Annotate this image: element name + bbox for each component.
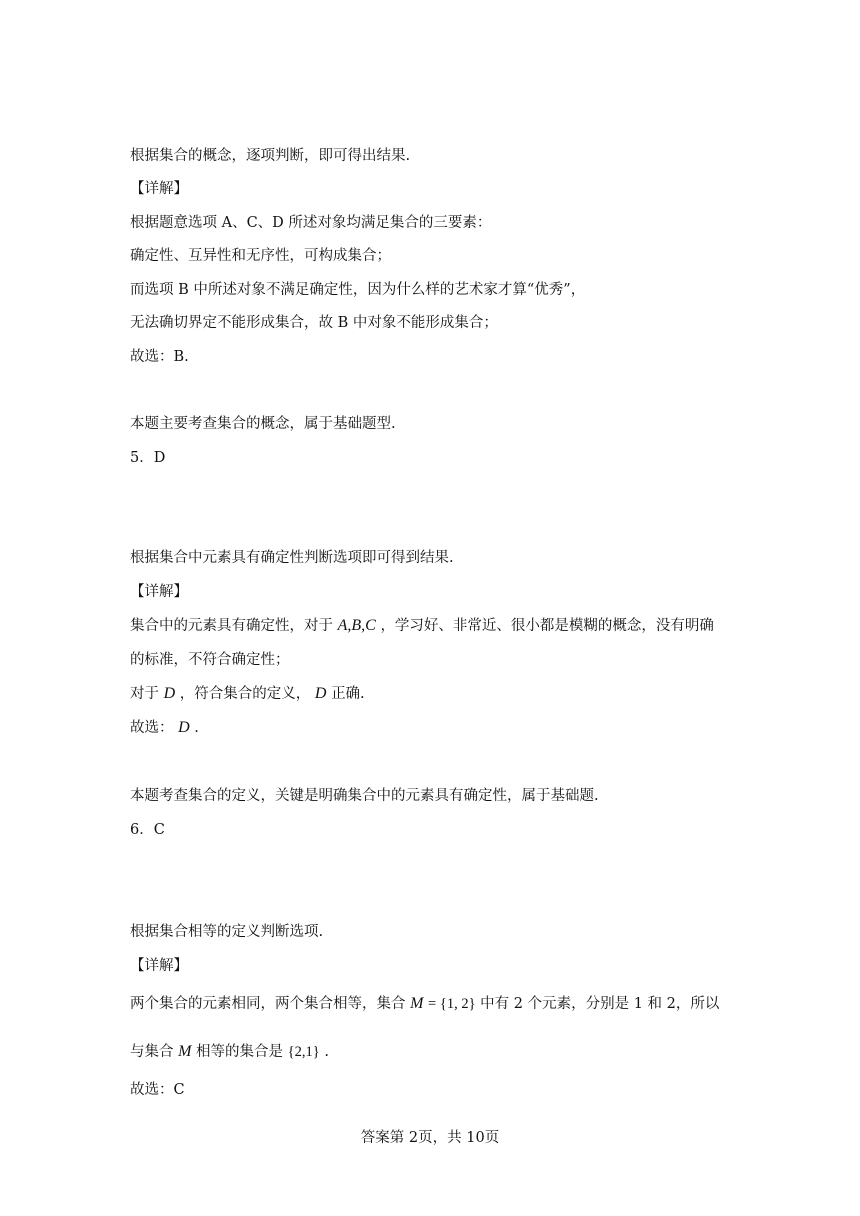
q6-d1-set: {1, 2} <box>439 996 476 1012</box>
q5-detail-line-1 <box>130 616 760 636</box>
q6-d2-text-post: . <box>324 1044 329 1060</box>
q6-d2-text-mid: 相等的集合是 <box>196 1044 284 1060</box>
q4-detail-line-1: 根据题意选项 A、C、D 所述对象均满足集合的三要素： <box>130 215 492 231</box>
page-footer: 答案第 2页，共 10页 <box>360 1130 500 1146</box>
q4-detail-line-4: 无法确切界定不能形成集合，故 B 中对象不能形成集合； <box>130 315 498 331</box>
q5-choice-math: D <box>178 719 190 736</box>
q4-choice: 故选：B. <box>130 349 189 365</box>
q5-detail-label: 【详解】 <box>130 584 188 600</box>
q5-answer: 5．D <box>130 450 166 466</box>
q4-detail-line-2: 确定性、互异性和无序性，可构成集合； <box>130 248 391 264</box>
q5-choice <box>130 718 760 738</box>
q6-d1-eq: = <box>428 996 440 1012</box>
q5-analysis: 根据集合中元素具有确定性判断选项即可得到结果. <box>130 550 454 566</box>
q6-d1-text-pre: 两个集合的元素相同，两个集合相等，集合 <box>130 996 406 1012</box>
q4-detail-line-3: 而选项 B 中所述对象不满足确定性，因为什么样的艺术家才算“优秀”， <box>130 282 586 298</box>
q6-detail-line-2 <box>130 1042 760 1062</box>
q5-d1-math: A,B,C <box>337 617 376 634</box>
q5-d3-text-mid: ，符合集合的定义， <box>179 686 311 702</box>
q6-d2-math: M <box>178 1043 192 1060</box>
q6-d2-text-pre: 与集合 <box>130 1044 174 1060</box>
q5-detail-line-3 <box>130 684 760 704</box>
q6-d1-math: M <box>410 995 424 1012</box>
q5-d3-text-post: 正确. <box>331 686 365 702</box>
q5-d1-text-pre: 集合中的元素具有确定性，对于 <box>130 618 333 634</box>
q6-d1-text-post: 中有 2 个元素，分别是 1 和 2，所以 <box>480 996 720 1012</box>
q5-comment: 本题考查集合的定义，关键是明确集合中的元素具有确定性，属于基础题. <box>130 788 599 804</box>
q5-d1-text-post: ，学习好、非常近、很小都是模糊的概念，没有明确 <box>380 618 714 634</box>
q6-detail-label: 【详解】 <box>130 958 188 974</box>
q4-comment: 本题主要考查集合的概念，属于基础题型. <box>130 416 396 432</box>
q6-analysis: 根据集合相等的定义判断选项. <box>130 924 324 940</box>
q6-d2-set: {2,1} <box>287 1044 320 1060</box>
q5-d3-math-2: D <box>314 685 327 702</box>
q5-d3-math-1: D <box>163 685 176 702</box>
q5-choice-pre: 故选： <box>130 720 174 736</box>
q6-detail-line-1 <box>130 994 760 1014</box>
q5-d3-text-pre: 对于 <box>130 686 159 702</box>
q4-detail-label: 【详解】 <box>130 181 188 197</box>
q6-answer: 6．C <box>130 822 165 838</box>
q5-detail-line-2: 的标准，不符合确定性； <box>130 652 290 668</box>
q6-choice: 故选：C <box>130 1082 185 1098</box>
q4-analysis: 根据集合的概念，逐项判断，即可得出结果. <box>130 148 411 164</box>
q5-choice-post: . <box>194 720 199 736</box>
